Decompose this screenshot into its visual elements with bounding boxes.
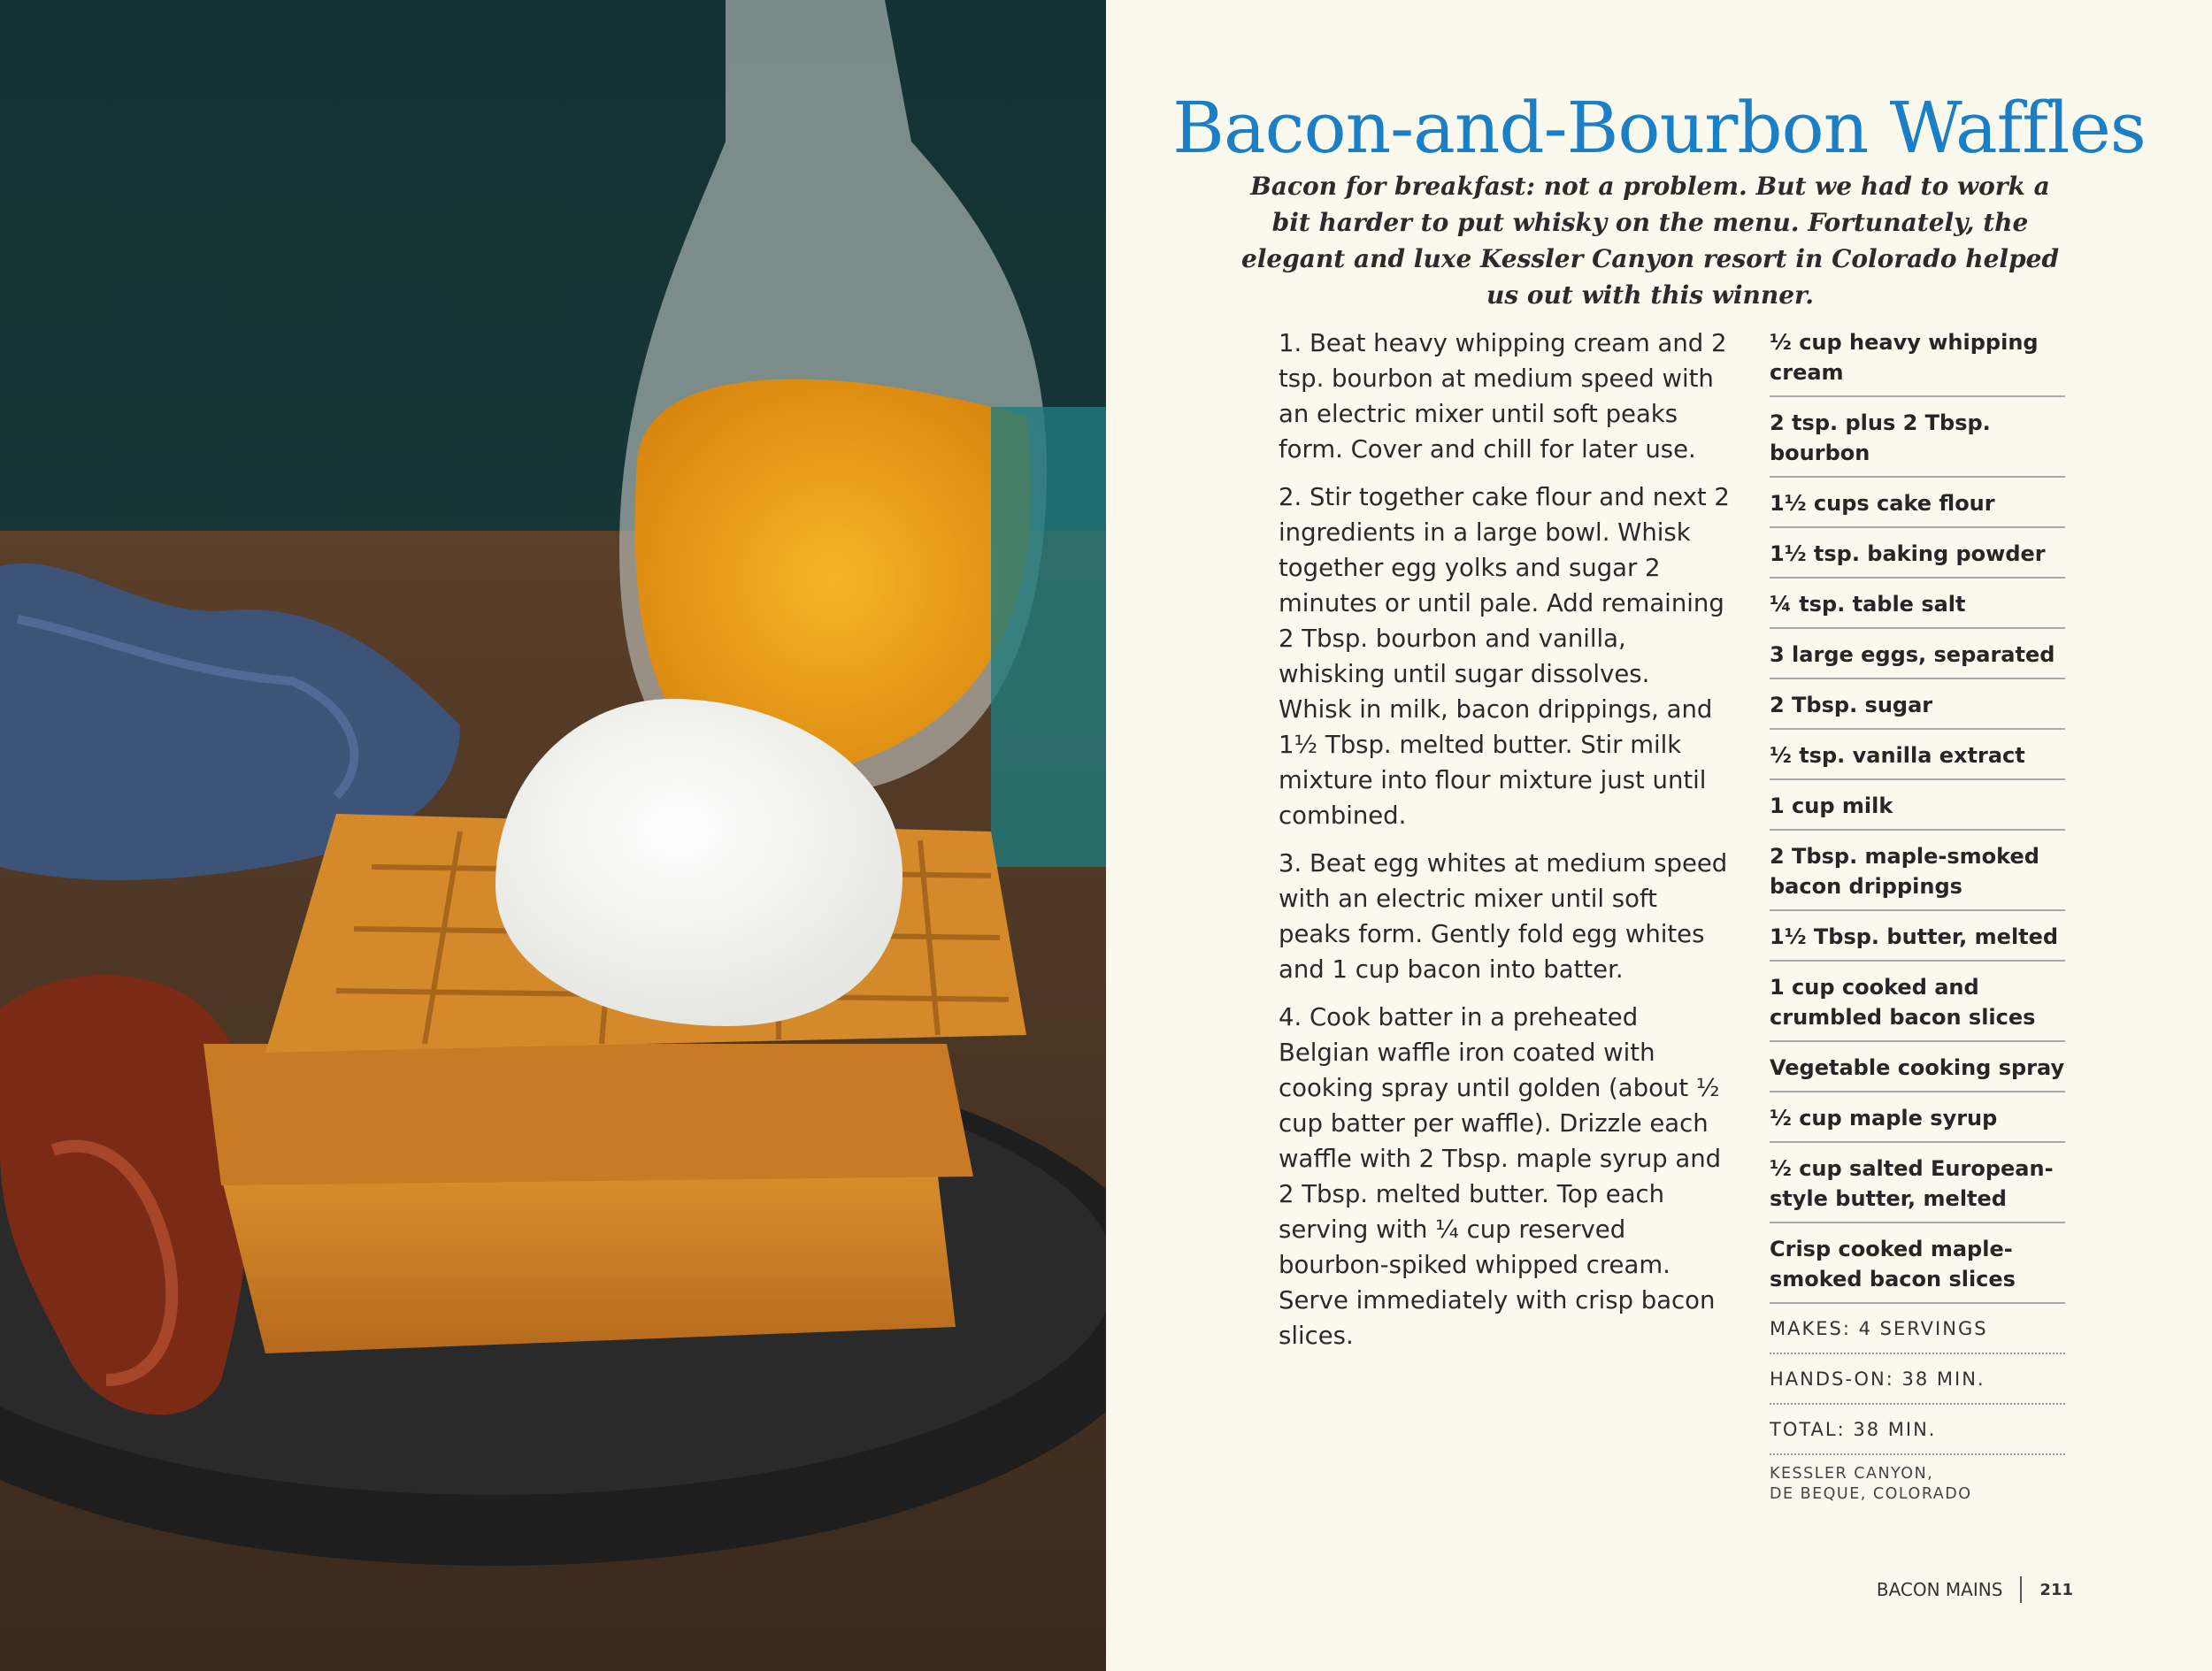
- page-number: 211: [2039, 1580, 2073, 1599]
- ingredient-item: 1½ tsp. baking powder: [1770, 537, 2065, 579]
- step-item: 3. Beat egg whites at medium speed with an electric mixer until soft peaks form. Gently fold egg whites and 1 cup bacon into batter.: [1279, 849, 1728, 984]
- ingredient-item: ¼ tsp. table salt: [1770, 587, 2065, 629]
- recipe-title: Bacon-and-Bourbon Waffles: [1172, 87, 2146, 169]
- footer-divider: [2020, 1576, 2022, 1603]
- ingredient-item: 1½ Tbsp. butter, melted: [1770, 920, 2065, 962]
- ingredient-item: 1 cup milk: [1770, 789, 2065, 831]
- ingredient-item: ½ tsp. vanilla extract: [1770, 739, 2065, 780]
- hands-on-time: HANDS-ON: 38 MIN.: [1770, 1363, 2065, 1405]
- step-item: 4. Cook batter in a preheated Belgian waffle iron coated with cooking spray until golden (about ½ cup batter per waffle). Drizzle each waffle with 2 Tbsp. maple syrup and 2 Tbsp. melted butter. Top each serving with ¼ cup reserved bourbon-spiked whipped cream. Serve immediately with crisp bacon slices.: [1279, 1003, 1722, 1350]
- source-line: KESSLER CANYON,: [1770, 1465, 1934, 1483]
- servings-info: MAKES: 4 SERVINGS: [1770, 1313, 2065, 1354]
- total-time: TOTAL: 38 MIN.: [1770, 1414, 2065, 1455]
- ingredient-item: 1 cup cooked and crumbled bacon slices: [1770, 970, 2065, 1042]
- section-name: BACON MAINS: [1876, 1579, 2003, 1600]
- ingredient-item: 3 large eggs, separated: [1770, 638, 2065, 679]
- ingredient-item: Vegetable cooking spray: [1770, 1051, 2065, 1092]
- ingredient-item: 1½ cups cake flour: [1770, 487, 2065, 528]
- recipe-page: [1106, 0, 2212, 1671]
- ingredient-item: Crisp cooked maple-smoked bacon slices: [1770, 1232, 2065, 1304]
- ingredient-item: ½ cup maple syrup: [1770, 1101, 2065, 1143]
- ingredient-item: 2 Tbsp. maple-smoked bacon drippings: [1770, 839, 2065, 911]
- ingredient-item: ½ cup salted European-style butter, melted: [1770, 1152, 2065, 1223]
- ingredient-list: [1770, 326, 2065, 1505]
- recipe-intro: Bacon for breakfast: not a problem. But we had to work a bit harder to put whisky on the menu. Fortunately, the elegant and luxe Kessler Canyon resort in Colorado helped us out with this winner.: [1240, 172, 2060, 310]
- step-item: 2. Stir together cake flour and next 2 ingredients in a large bowl. Whisk together egg yolks and sugar 2 minutes or until pale. Add remaining 2 Tbsp. bourbon and vanilla, whisking until sugar dissolves. Whisk in milk, bacon drippings, and 1½ Tbsp. melted butter. Stir milk mixture into flour mixture just until combined.: [1279, 483, 1730, 830]
- ingredient-item: ½ cup heavy whipping cream: [1770, 326, 2065, 397]
- step-item: 1. Beat heavy whipping cream and 2 tsp. bourbon at medium speed with an electric mixer until soft peaks form. Cover and chill for later use.: [1279, 329, 1727, 464]
- ingredient-item: 2 tsp. plus 2 Tbsp. bourbon: [1770, 406, 2065, 478]
- ingredient-item: 2 Tbsp. sugar: [1770, 688, 2065, 730]
- recipe-source: [1770, 1464, 2065, 1505]
- recipe-steps: [1279, 326, 1730, 1366]
- page-footer: [1877, 1576, 2073, 1603]
- source-line: DE BEQUE, COLORADO: [1770, 1485, 1972, 1503]
